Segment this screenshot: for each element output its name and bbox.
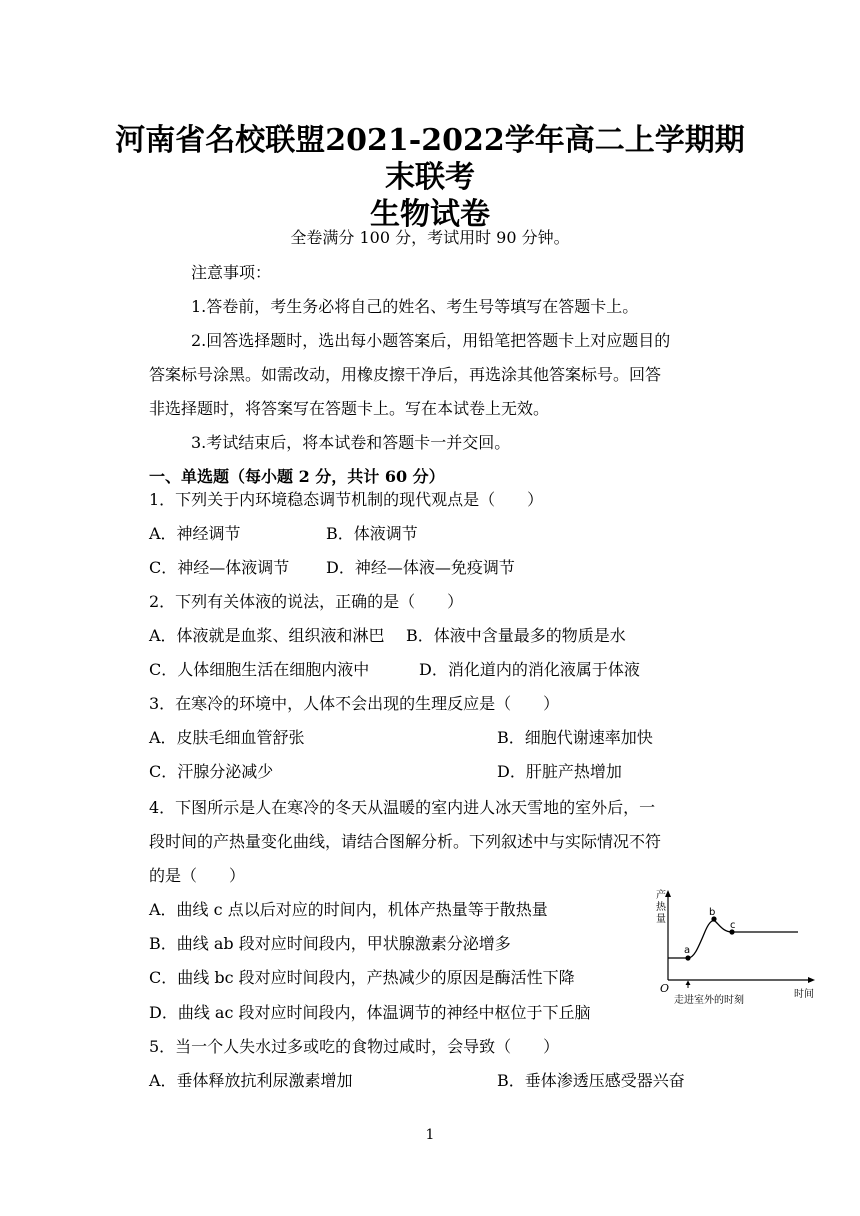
q4-option-d: D．曲线 ac 段对应时间段内，体温调节的神经中枢位于下丘脑: [149, 1003, 591, 1022]
q5-option-b: B．垂体渗透压感受器兴奋: [497, 1071, 685, 1090]
figure-origin: O: [660, 982, 670, 995]
title-line-2: 末联考: [385, 160, 475, 195]
q2-stem: 2．下列有关体液的说法，正确的是（ ）: [149, 592, 464, 611]
q3-option-a: A．皮肤毛细血管舒张: [149, 728, 305, 747]
figure-x-arrow: [808, 977, 815, 983]
figure-marker-arrow: [686, 981, 691, 986]
q4-stem-line-2: 段时间的产热量变化曲线，请结合图解分析。下列叙述中与实际情况不符: [149, 832, 662, 851]
q1-stem: 1．下列关于内环境稳态调节机制的现代观点是（ ）: [149, 490, 544, 509]
figure-ylabel-1: 产: [656, 890, 666, 901]
q3-option-b: B．细胞代谢速率加快: [497, 728, 653, 747]
title-line-3: 生物试卷: [370, 197, 490, 232]
score-info: 全卷满分 100 分，考试用时 90 分钟。: [290, 228, 570, 247]
q3-option-d: D．肝脏产热增加: [497, 762, 622, 781]
q3-stem: 3．在寒冷的环境中，人体不会出现的生理反应是（ ）: [149, 694, 560, 713]
notice-item-3: 3.考试结束后，将本试卷和答题卡一并交回。: [191, 433, 511, 452]
figure-ylabel-3: 量: [656, 914, 666, 925]
q2-option-a: A．体液就是血浆、组织液和淋巴: [149, 626, 385, 645]
notice-item-2-line-3: 非选择题时，将答案写在答题卡上。写在本试卷上无效。: [149, 399, 550, 418]
figure-xlabel: 时间: [794, 989, 814, 1000]
q5-option-a: A．垂体释放抗利尿激素增加: [149, 1071, 353, 1090]
q4-stem-line-3: 的是（ ）: [149, 866, 246, 885]
q1-option-a: A．神经调节: [149, 524, 241, 543]
notice-item-2-line-1: 2.回答选择题时，选出每小题答案后，用铅笔把答题卡上对应题目的: [191, 331, 671, 350]
notice-heading: 注意事项：: [191, 263, 272, 282]
notice-item-2-line-2: 答案标号涂黑。如需改动，用橡皮擦干净后，再选涂其他答案标号。回答: [149, 365, 662, 384]
q2-option-c: C．人体细胞生活在细胞内液中: [149, 660, 370, 679]
q4-option-c: C．曲线 bc 段对应时间段内，产热减少的原因是酶活性下降: [149, 968, 575, 987]
section-heading: 一、单选题（每小题 2 分，共计 60 分）: [149, 467, 445, 486]
q2-option-b: B．体液中含量最多的物质是水: [406, 626, 626, 645]
figure-ylabel-2: 热: [656, 902, 666, 913]
figure-label-c: c: [730, 920, 736, 931]
q1-option-c: C．神经—体液调节: [149, 558, 290, 577]
q5-stem: 5．当一个人失水过多或吃的食物过咸时，会导致（ ）: [149, 1037, 560, 1056]
notice-item-1: 1.答卷前，考生务必将自己的姓名、考生号等填写在答题卡上。: [191, 297, 639, 316]
q3-option-c: C．汗腺分泌减少: [149, 762, 274, 781]
q1-option-d: D．神经—体液—免疫调节: [326, 558, 515, 577]
q1-option-b: B．体液调节: [326, 524, 418, 543]
figure-marker-label: 走进室外的时刻: [674, 995, 744, 1006]
title-line-1: 河南省名校联盟2021-2022学年高二上学期期: [115, 123, 745, 158]
q4-option-a: A．曲线 c 点以后对应的时间内，机体产热量等于散热量: [149, 900, 548, 919]
figure-label-a: a: [684, 945, 691, 956]
figure-label-b: b: [709, 907, 716, 918]
q2-option-d: D．消化道内的消化液属于体液: [419, 660, 640, 679]
figure-point-a: [685, 955, 690, 960]
q4-option-b: B．曲线 ab 段对应时间段内，甲状腺激素分泌增多: [149, 934, 511, 953]
q4-stem-line-1: 4．下图所示是人在寒冷的冬天从温暖的室内进人冰天雪地的室外后，一: [149, 798, 656, 817]
heat-production-figure: [648, 888, 824, 1012]
page-number: 1: [425, 1127, 435, 1143]
